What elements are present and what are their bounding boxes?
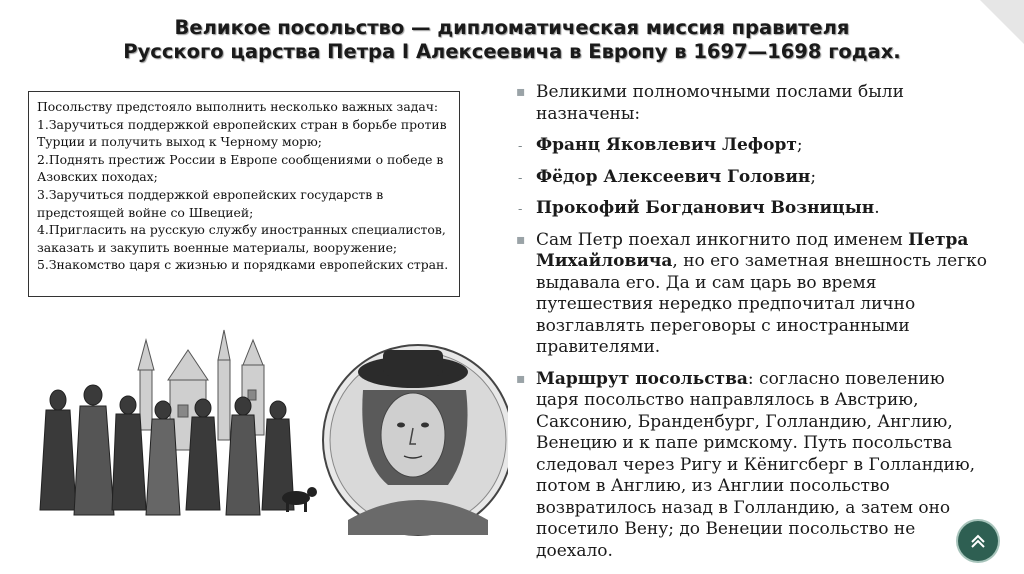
route-text: : согласно повелению царя посольство направлялось в Австрию, Саксонию, Бранденбург, Голландию, Англию, Венецию и к папе римскому. Путь посольства следовал через Ригу и Кёнигсберг в Голландию, потом в Англию, из Англии посольство возвратилось назад в Голландию, а затем оно посетило Вену; до Венеции посольство не доехало. <box>536 368 976 561</box>
ambassador-name: Прокофий Богданович Возницын <box>536 198 875 218</box>
slide-title-line-2: Русского царства Петра I Алексеевича в Европу в 1697—1698 годах. <box>123 40 901 63</box>
incognito-name: Петра Михайловича <box>536 229 969 271</box>
bullet-square-icon: ▪ <box>516 370 526 387</box>
ambassador-name: Фёдор Алексеевич Головин <box>536 166 811 187</box>
ambassador-suffix: ; <box>810 166 817 187</box>
bullet-square-icon: ▪ <box>516 231 526 248</box>
task-item: 5.Знакомство царя с жизнью и порядками европейских стран. <box>37 257 449 273</box>
task-item: 2.Поднять престиж России в Европе сообщениями о победе в Азовских походах; <box>37 151 444 185</box>
embassy-engraving-illustration <box>28 310 508 572</box>
double-chevron-up-icon <box>967 530 989 552</box>
bullet-ambassador <box>512 167 992 189</box>
tasks-intro: Посольству предстояло выполнить несколько важных задач: <box>37 99 439 114</box>
bullet-square-icon: ▪ <box>516 84 526 100</box>
tasks-box <box>28 91 460 297</box>
content-bullets <box>512 82 992 572</box>
bullet-route <box>512 369 992 563</box>
ambassador-suffix: . <box>874 198 880 218</box>
bullet-dash-icon: - <box>518 139 523 154</box>
bullet-dash-icon: - <box>518 202 523 217</box>
ambassador-suffix: ; <box>796 135 803 155</box>
task-item: 1.Заручиться поддержкой европейских стран в борьбе против Турции и получить выход к Черному морю; <box>37 116 447 150</box>
bullet-ambassador <box>512 135 992 157</box>
route-heading: Маршрут посольства <box>536 368 748 389</box>
incognito-pre: Сам Петр поехал инкогнито под именем <box>536 229 909 250</box>
bullet-ambassadors-intro <box>512 82 992 125</box>
task-item: 3.Заручиться поддержкой европейских государств в предстоящей войне со Швецией; <box>37 186 384 220</box>
bullet-dash-icon: - <box>518 170 523 186</box>
slide-title-line-1: Великое посольство — дипломатическая миссия правителя <box>174 16 850 39</box>
incognito-post: , но его заметная внешность легко выдавала его. Да и сам царь во время путешествия нередко предпочитал лично возглавлять переговоры с иностранными правителями. <box>536 251 988 357</box>
ambassadors-intro-text: Великими полномочными послами были назначены: <box>536 82 904 124</box>
bullet-incognito <box>512 230 992 359</box>
task-item: 4.Пригласить на русскую службу иностранных специалистов, заказать и закупить военные материалы, вооружение; <box>37 222 446 255</box>
slide-title <box>40 16 984 64</box>
bullet-ambassador <box>512 198 992 220</box>
navigation-button[interactable] <box>958 521 998 561</box>
peter-portrait-medallion <box>323 345 508 535</box>
ambassador-name: Франц Яковлевич Лефорт <box>536 135 797 155</box>
page-corner-decoration <box>980 0 1024 44</box>
